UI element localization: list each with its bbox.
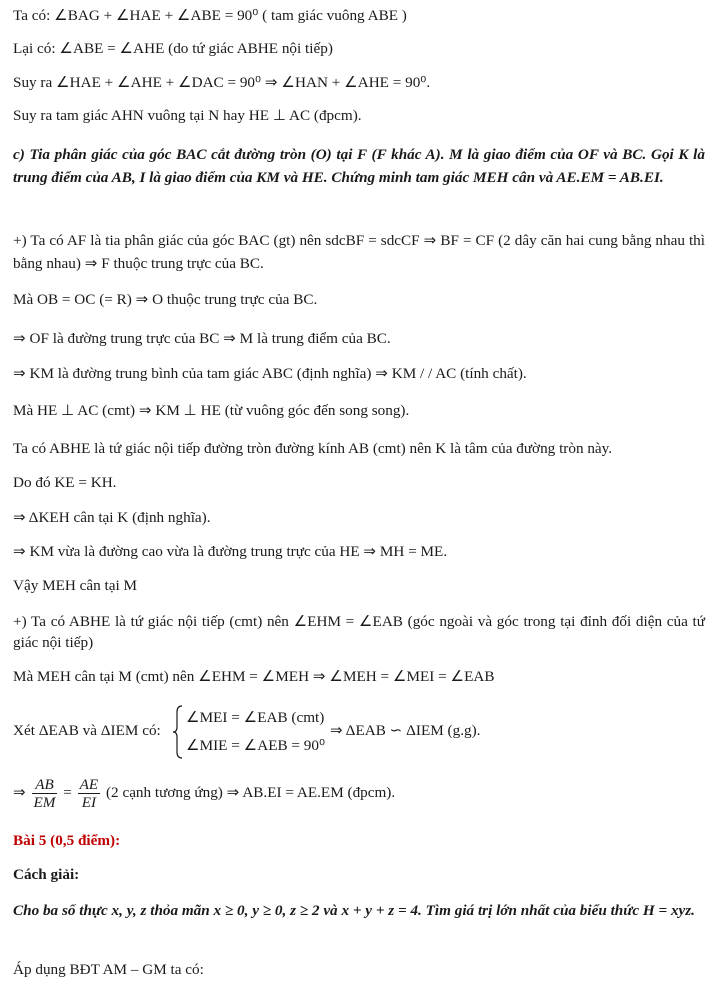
problem-5-statement: Cho ba số thực x, y, z thỏa mãn x ≥ 0, y ≥ 0, z ≥ 2 và x + y + z = 4. Tìm giá trị lớn nhất của biểu thức H = xyz. xyxy=(13,902,695,919)
line-3: Suy ra ∠HAE + ∠AHE + ∠DAC = 90⁰ ⇒ ∠HAN + ∠AHE = 90⁰. xyxy=(13,74,431,91)
similarity-conclusion: ⇒ ΔEAB ∽ ΔIEM (g.g). xyxy=(330,722,481,739)
line-18-intro: Xét ΔEAB và ΔIEM có: xyxy=(13,722,161,739)
line-2: Lại có: ∠ABE = ∠AHE (do tứ giác ABHE nội tiếp) xyxy=(13,40,333,57)
system-line-2: ∠MIE = ∠AEB = 90⁰ xyxy=(186,737,326,754)
equals-symbol: = xyxy=(63,783,72,801)
fraction-left-num: AB xyxy=(32,776,58,794)
line-16: +) Ta có ABHE là tứ giác nội tiếp (cmt) nên ∠EHM = ∠EAB (góc ngoài và góc trong tại đỉnh đối diện của tứ giác nội tiếp) xyxy=(13,613,705,651)
line-12: Do đó KE = KH. xyxy=(13,474,117,491)
fraction-right-num: AE xyxy=(79,776,99,793)
line-9: ⇒ KM là đường trung bình của tam giác ABC (định nghĩa) ⇒ KM / / AC (tính chất). xyxy=(13,365,527,382)
line-4: Suy ra tam giác AHN vuông tại N hay HE ⊥ AC (đpcm). xyxy=(13,107,362,124)
solution-label: Cách giải: xyxy=(13,866,80,883)
section-heading-bai-5: Bài 5 (0,5 điểm): xyxy=(13,832,121,849)
system-line-1: ∠MEI = ∠EAB (cmt) xyxy=(186,709,325,726)
line-6: +) Ta có AF là tia phân giác của góc BAC (gt) nên sdcBF = sdcCF ⇒ BF = CF (2 dây căn hai cung bằng nhau thì bằng nhau) ⇒ F thuộc trung trực của BC. xyxy=(13,232,705,272)
line-11: Ta có ABHE là tứ giác nội tiếp đường tròn đường kính AB (cmt) nên K là tâm của đường tròn này. xyxy=(13,440,613,457)
fraction-left xyxy=(32,776,58,811)
line-19-text: (2 cạnh tương ứng) ⇒ AB.EI = AE.EM (đpcm). xyxy=(106,783,396,801)
line-17: Mà MEH cân tại M (cmt) nên ∠EHM = ∠MEH ⇒ ∠MEH = ∠MEI = ∠EAB xyxy=(13,668,495,685)
fraction-right xyxy=(78,776,101,811)
line-15: Vậy MEH cân tại M xyxy=(13,577,137,594)
implies-symbol: ⇒ xyxy=(13,783,30,801)
fraction-left-den: EM xyxy=(33,794,56,811)
line-19 xyxy=(13,776,705,811)
line-10: Mà HE ⊥ AC (cmt) ⇒ KM ⊥ HE (từ vuông góc đến song song). xyxy=(13,402,410,419)
line-14: ⇒ KM vừa là đường cao vừa là đường trung trực của HE ⇒ MH = ME. xyxy=(13,543,448,560)
problem-c-statement: c) Tia phân giác của góc BAC cắt đường tròn (O) tại F (F khác A). M là giao điểm của OF và BC. Gọi K là trung điểm của AB, I là giao điểm của KM và HE. Chứng minh tam giác MEH cân và AE.EM = AB.EI. xyxy=(13,146,705,186)
line-8: ⇒ OF là đường trung trực của BC ⇒ M là trung điểm của BC. xyxy=(13,330,391,347)
line-1: Ta có: ∠BAG + ∠HAE + ∠ABE = 90⁰ ( tam giác vuông ABE ) xyxy=(13,7,407,24)
line-23: Áp dụng BĐT AM – GM ta có: xyxy=(13,961,204,978)
system-brace xyxy=(172,705,184,759)
fraction-right-den: EI xyxy=(81,794,97,811)
line-7: Mà OB = OC (= R) ⇒ O thuộc trung trực của BC. xyxy=(13,291,318,308)
line-13: ⇒ ΔKEH cân tại K (định nghĩa). xyxy=(13,509,211,526)
